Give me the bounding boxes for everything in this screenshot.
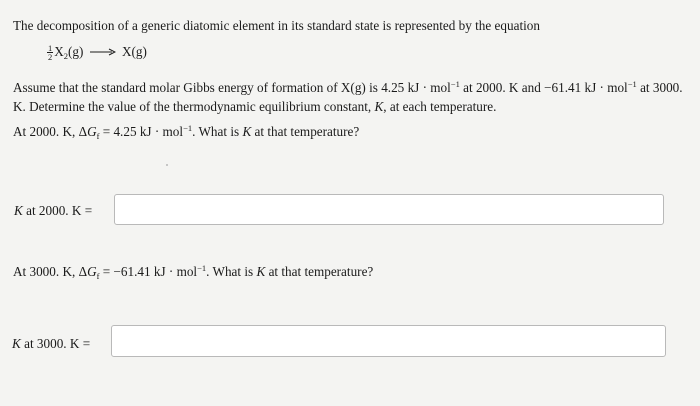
answer-2-input[interactable] [111, 325, 666, 357]
answer-1-input[interactable] [114, 194, 664, 225]
answer-1-label: K at 2000. K = [14, 203, 93, 218]
reaction-arrow-icon [90, 44, 116, 60]
assumption-paragraph [13, 78, 683, 116]
stoichiometric-fraction: $\frac{1}{2}$ [48, 43, 53, 63]
reaction-equation: $\frac{1}{2}$ $X_2(g)$ X(g) [48, 43, 147, 63]
stray-dot [166, 164, 168, 166]
assumption-line-1: Assume that the standard molar Gibbs energy of formation of X(g) is 4.25 kJ · mol$^{-1}$ at 2000. K and −61.41 kJ · mol$^{-1}$ at 3000. [13, 79, 683, 95]
question-2-prompt: At 3000. K, $\Delta G_f = -61.41$ kJ · mol$^{-1}$. What is K at that temperature? [13, 263, 374, 281]
assumption-line-2: K. Determine the value of the thermodynamic equilibrium constant, K, at each temperature. [13, 99, 497, 114]
intro-text: The decomposition of a generic diatomic element in its standard state is represented by the equation [13, 18, 540, 33]
answer-2-label: K at 3000. K = [12, 336, 91, 351]
question-1-prompt: At 2000. K, $\Delta G_f = 4.25$ kJ · mol$^{-1}$. What is K at that temperature? [13, 123, 360, 141]
